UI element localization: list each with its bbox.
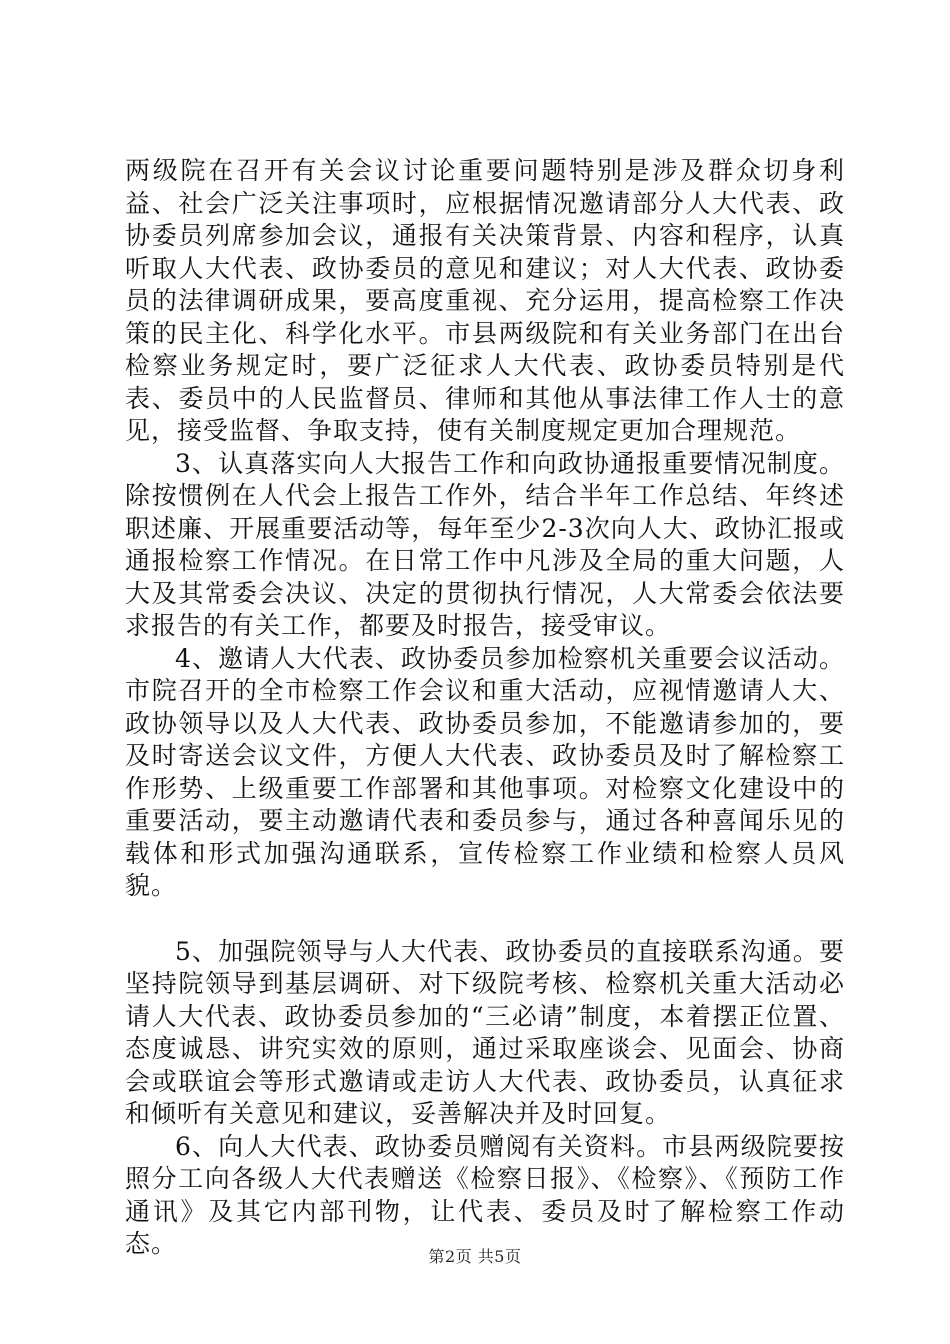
paragraph-item-6: 6、向人大代表、政协委员赠阅有关资料。市县两级院要按照分工向各级人大代表赠送《检察日报》、《检察》、《预防工作通讯》及其它内部刊物，让代表、委员及时了解检察工作动态。 <box>125 1131 845 1258</box>
page-footer: 第2页 共5页 <box>428 1247 522 1266</box>
paragraph-item-5: 5、加强院领导与人大代表、政协委员的直接联系沟通。要坚持院领导到基层调研、对下级院考核、检察机关重大活动必请人大代表、政协委员参加的“三必请”制度，本着摆正位置、态度诚恳、讲究实效的原则，通过采取座谈会、见面会、协商会或联谊会等形式邀请或走访人大代表、政协委员，认真征求和倾听有关意见和建议，妥善解决并及时回复。 <box>125 936 845 1128</box>
paragraph-gap <box>125 903 845 936</box>
paragraph-item-3: 3、认真落实向人大报告工作和向政协通报重要情况制度。除按惯例在人代会上报告工作外，结合半年工作总结、年终述职述廉、开展重要活动等，每年至少2-3次向人大、政协汇报或通报检察工作情况。在日常工作中凡涉及全局的重大问题，人大及其常委会决议、决定的贯彻执行情况，人大常委会依法要求报告的有关工作，都要及时报告，接受审议。 <box>125 448 845 640</box>
document-body <box>125 155 845 1261</box>
paragraph-continuation: 两级院在召开有关会议讨论重要问题特别是涉及群众切身利益、社会广泛关注事项时，应根据情况邀请部分人大代表、政协委员列席参加会议，通报有关决策背景、内容和程序，认真听取人大代表、政协委员的意见和建议；对人大代表、政协委员的法律调研成果，要高度重视、充分运用，提高检察工作决策的民主化、科学化水平。市县两级院和有关业务部门在出台检察业务规定时，要广泛征求人大代表、政协委员特别是代表、委员中的人民监督员、律师和其他从事法律工作人士的意见，接受监督、争取支持，使有关制度规定更加合理规范。 <box>125 156 845 445</box>
paragraph-item-4: 4、邀请人大代表、政协委员参加检察机关重要会议活动。市院召开的全市检察工作会议和重大活动，应视情邀请人大、政协领导以及人大代表、政协委员参加，不能邀请参加的，要及时寄送会议文件，方便人大代表、政协委员及时了解检察工作形势、上级重要工作部署和其他事项。对检察文化建设中的重要活动，要主动邀请代表和委员参与，通过各种喜闻乐见的载体和形式加强沟通联系，宣传检察工作业绩和检察人员风貌。 <box>125 643 845 900</box>
